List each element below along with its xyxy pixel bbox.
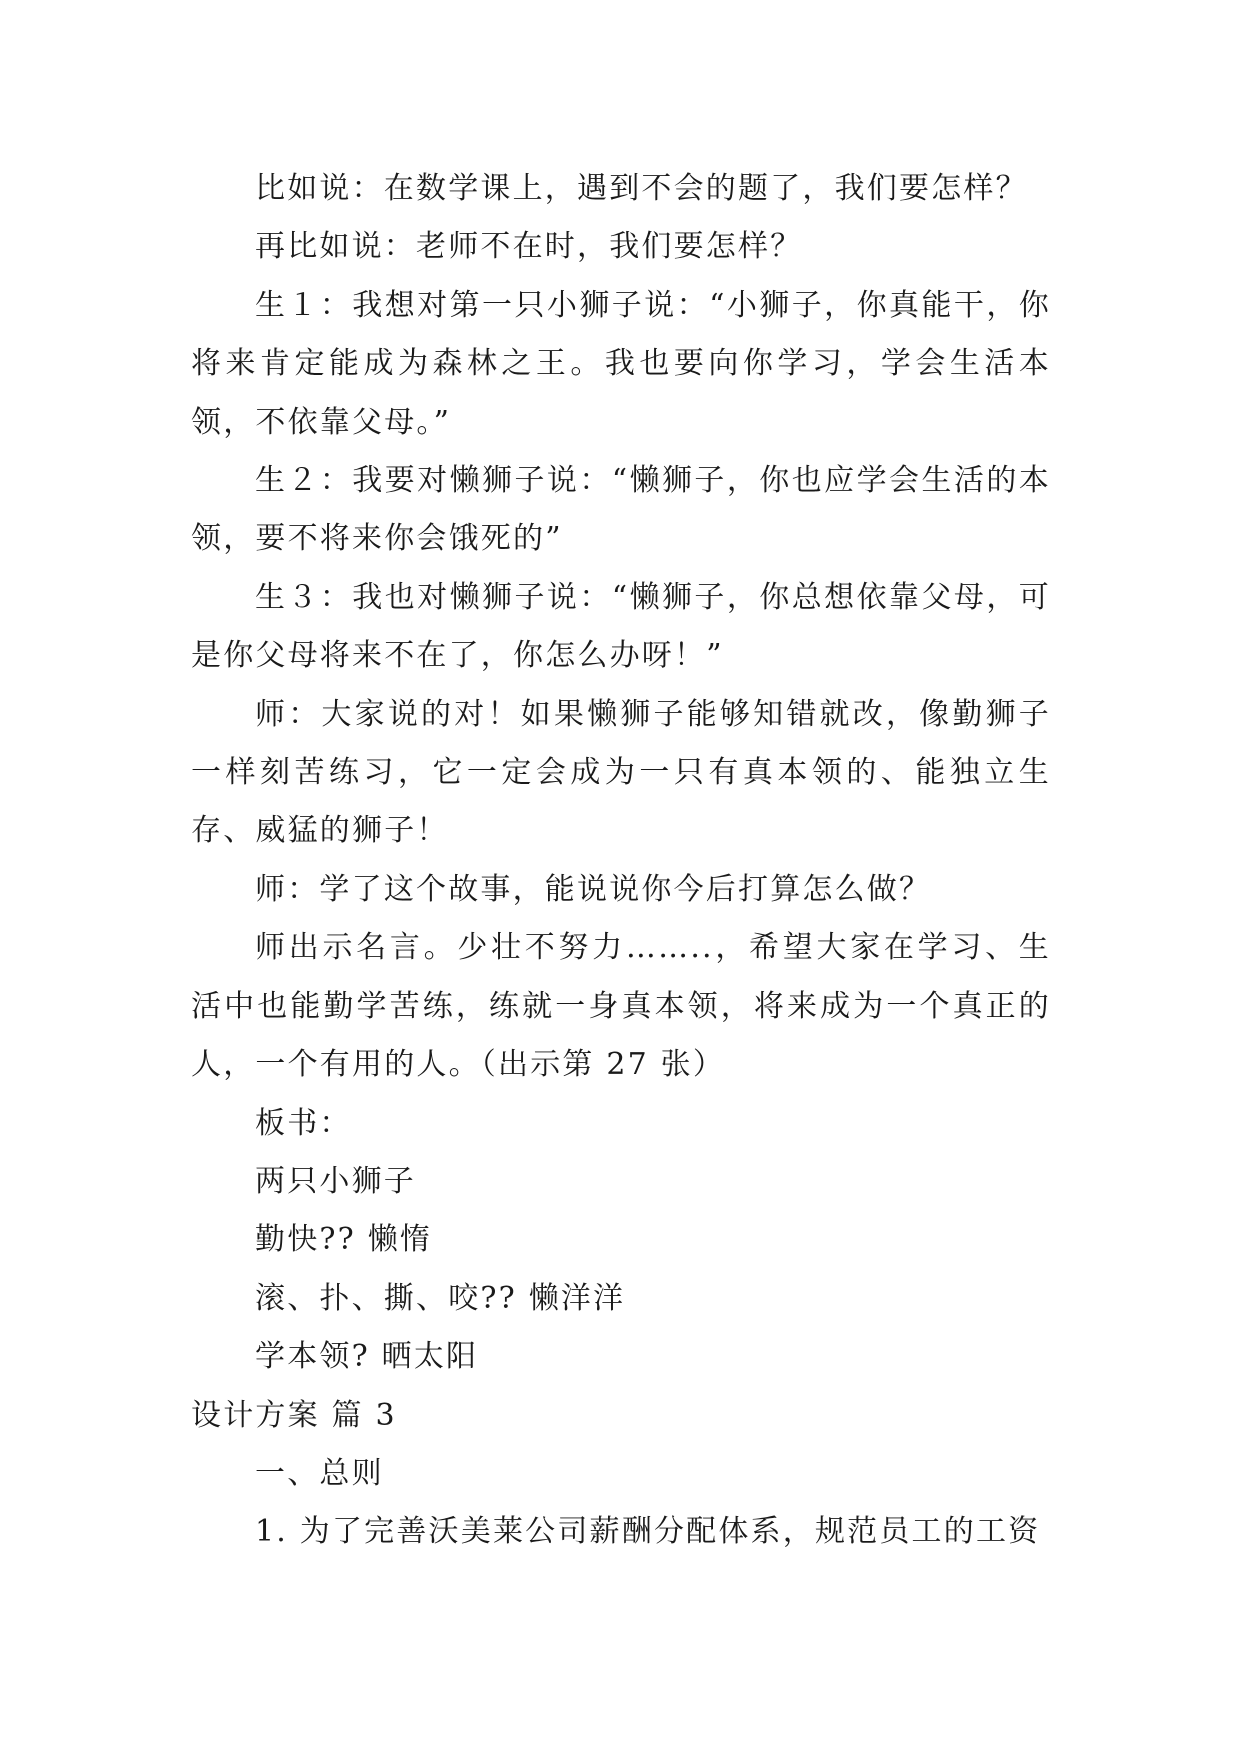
paragraph: 再比如说：老师不在时，我们要怎样？ xyxy=(255,229,803,265)
paragraph: 一、总则 xyxy=(255,1455,384,1491)
paragraph: 生２：我要对懒狮子说：“懒狮子，你也应学会生活的本领，要不将来你会饿死的” xyxy=(191,463,1051,557)
section-heading: 设计方案 篇 3 xyxy=(191,1397,397,1433)
paragraph: 生３：我也对懒狮子说：“懒狮子，你总想依靠父母，可是你父母将来不在了，你怎么办呀！” xyxy=(191,579,1051,674)
paragraph: 学本领? 晒太阳 xyxy=(255,1339,479,1375)
document-page xyxy=(191,160,1051,1562)
paragraph: 师：学了这个故事，能说说你今后打算怎么做？ xyxy=(255,871,932,907)
paragraph: 比如说：在数学课上，遇到不会的题了，我们要怎样？ xyxy=(255,171,1028,206)
paragraph: 板书： xyxy=(255,1105,352,1141)
paragraph: 滚、扑、撕、咬?? 懒洋洋 xyxy=(255,1280,626,1316)
paragraph: 勤快?? 懒惰 xyxy=(255,1222,433,1258)
paragraph: 师：大家说的对！如果懒狮子能够知错就改，像勤狮子一样刻苦练习，它一定会成为一只有真本领的、能独立生存、威猛的狮子！ xyxy=(191,696,1051,849)
paragraph: 1. 为了完善沃美莱公司薪酬分配体系，规范员工的工资 xyxy=(255,1514,1041,1550)
paragraph: 两只小狮子 xyxy=(255,1163,416,1199)
paragraph: 师出示名言。少壮不努力……..，希望大家在学习、生活中也能勤学苦练，练就一身真本领，将来成为一个真正的人，一个有用的人。（出示第 27 张） xyxy=(191,930,1051,1083)
paragraph: 生１：我想对第一只小狮子说：“小狮子，你真能干，你将来肯定能成为森林之王。我也要向你学习，学会生活本领，不依靠父母。” xyxy=(191,287,1051,440)
